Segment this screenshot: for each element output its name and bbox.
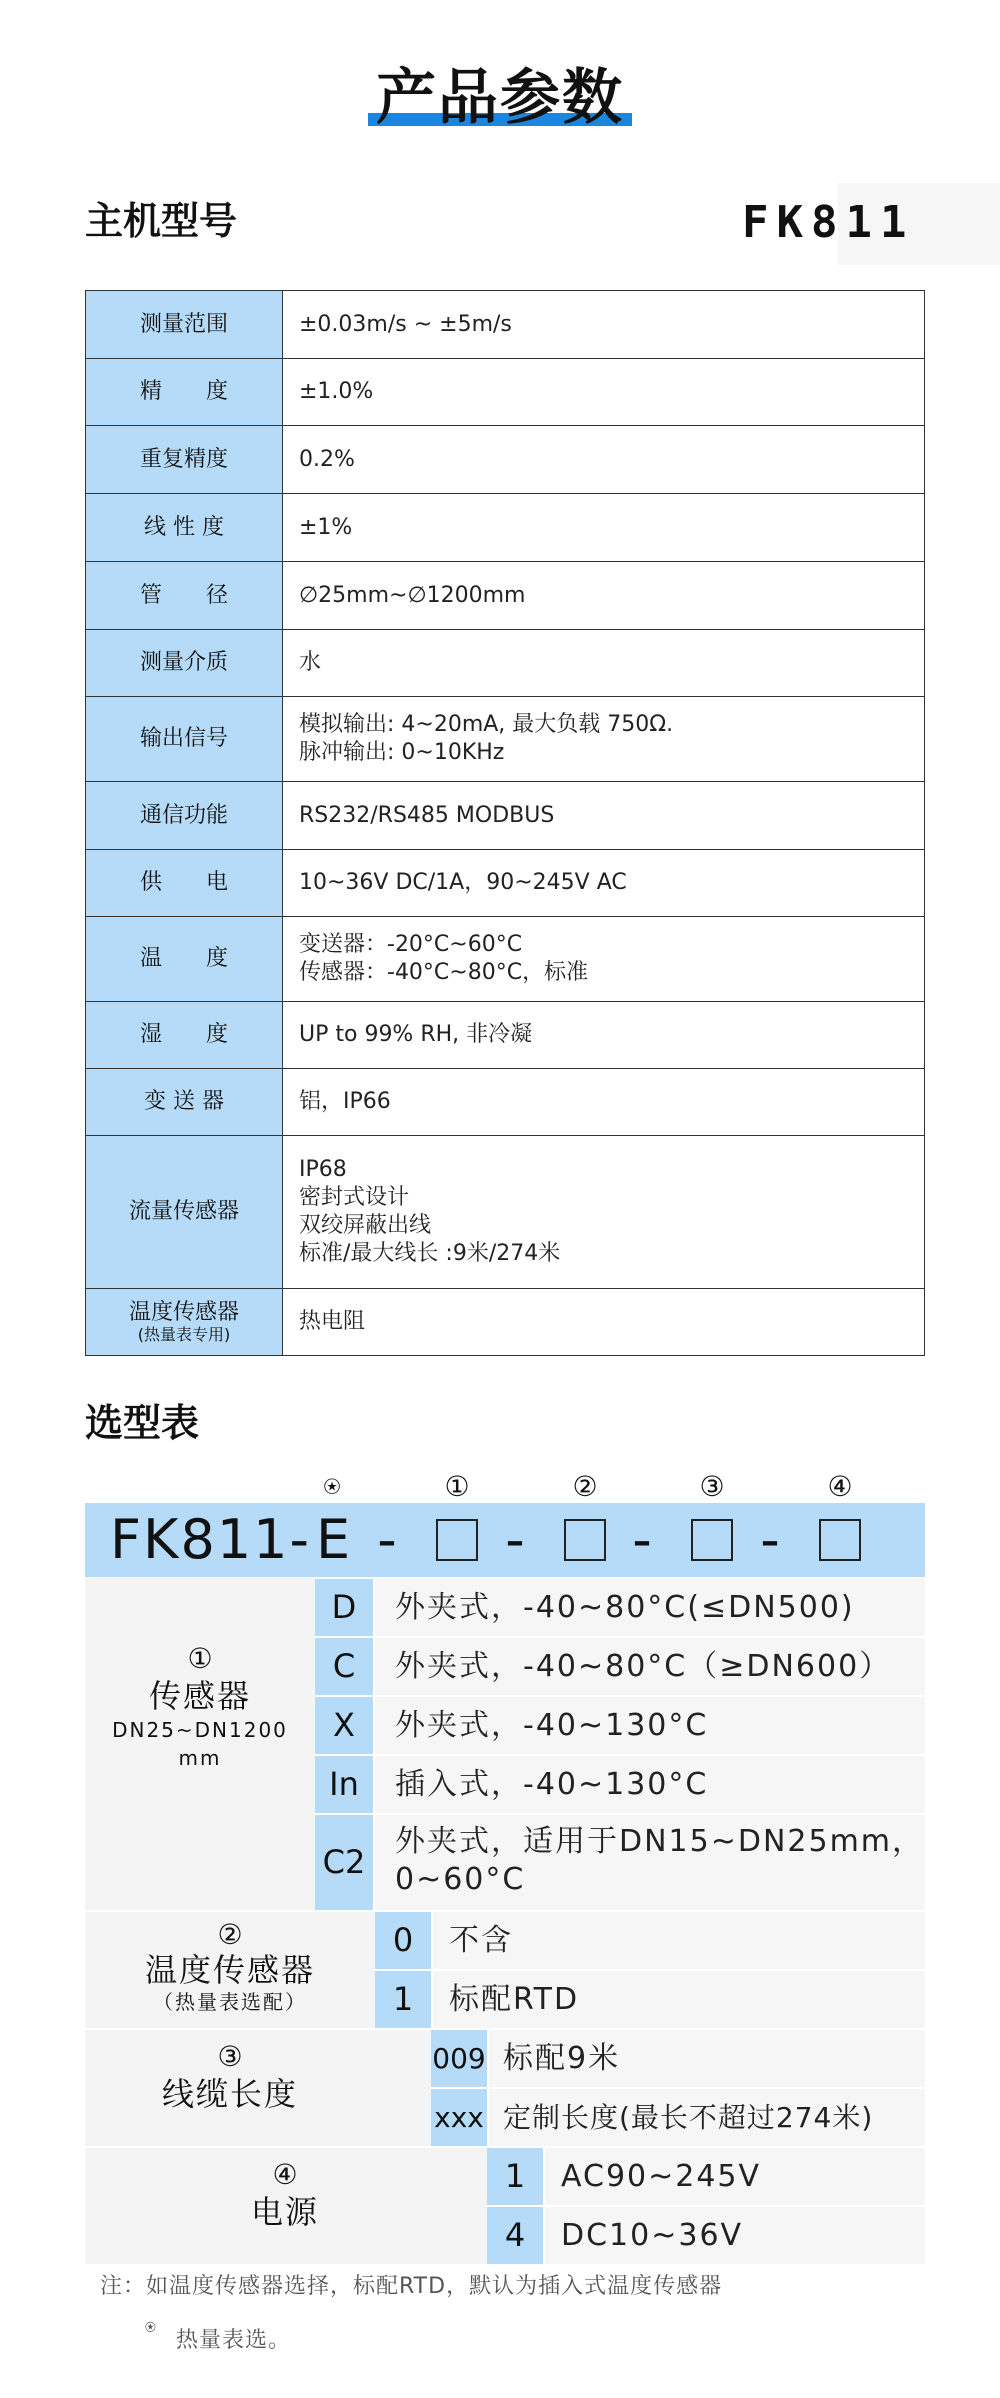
position-marker: ④ — [827, 1470, 853, 1503]
spec-label: 测量介质 — [86, 630, 283, 697]
spec-label: 精 度 — [86, 359, 283, 426]
spec-value: ±1.0% — [283, 359, 925, 426]
option-desc: 外夹式，-40~80°C（≥DN600） — [375, 1638, 925, 1695]
spec-label: 通信功能 — [86, 782, 283, 850]
spec-row — [86, 782, 925, 850]
group-power-label — [85, 2158, 485, 2232]
spec-label-main: 温度传感器 — [128, 1300, 239, 1325]
spec-row — [86, 630, 925, 697]
spec-row — [86, 359, 925, 426]
spec-label: 输出信号 — [86, 697, 283, 782]
group-cable-name: 线缆长度 — [161, 2075, 298, 2113]
option-desc-line: 0~60°C — [395, 1862, 526, 1897]
spec-label: 管 径 — [86, 562, 283, 630]
spec-row — [86, 494, 925, 562]
spec-row — [86, 917, 925, 1002]
option-desc — [375, 1815, 925, 1910]
option-code: 0 — [375, 1912, 431, 1969]
group-sensor-name: 传感器 — [148, 1677, 251, 1715]
model-slot-4 — [819, 1519, 861, 1561]
spec-row — [86, 426, 925, 494]
spec-value-line: IP68 — [299, 1157, 347, 1182]
option-desc: 标配9米 — [489, 2030, 925, 2087]
spec-value: UP to 99% RH, 非冷凝 — [283, 1002, 925, 1069]
spec-value-line: 模拟输出: 4~20mA, 最大负载 750Ω. — [299, 712, 674, 737]
spec-label: 供 电 — [86, 850, 283, 917]
footnote-star-mark: ⍟ — [145, 2317, 156, 2338]
spec-value: RS232/RS485 MODBUS — [283, 782, 925, 850]
option-desc: 不含 — [433, 1912, 925, 1969]
group-temp-sub: （热量表选配） — [153, 1990, 307, 2014]
option-code: 1 — [487, 2148, 543, 2205]
option-code: In — [315, 1756, 373, 1813]
group-sensor-circle: ① — [187, 1642, 213, 1675]
model-option-e: E — [315, 1508, 351, 1571]
group-power-name: 电源 — [250, 2193, 319, 2231]
group-temp-label — [85, 1918, 375, 2016]
option-desc: 插入式，-40~130°C — [375, 1756, 925, 1813]
spec-value: 水 — [283, 630, 925, 697]
spec-row — [86, 1069, 925, 1136]
position-marker: ⍟ — [323, 1470, 341, 1503]
spec-value: 10~36V DC/1A，90~245V AC — [283, 850, 925, 917]
spec-row — [86, 1136, 925, 1289]
option-code: C — [315, 1638, 373, 1695]
spec-value — [283, 917, 925, 1002]
model-dash: - — [632, 1508, 652, 1571]
model-prefix: FK811- — [110, 1508, 312, 1571]
group-sensor-label — [85, 1642, 315, 1772]
spec-label: 测量范围 — [86, 291, 283, 359]
option-desc: AC90~245V — [545, 2148, 925, 2205]
option-desc: 标配RTD — [433, 1971, 925, 2028]
spec-value: 铝，IP66 — [283, 1069, 925, 1136]
group-sensor-sub: DN25~DN1200 — [112, 1718, 288, 1742]
spec-row — [86, 697, 925, 782]
group-sensor-sub: mm — [178, 1746, 222, 1770]
spec-value — [283, 697, 925, 782]
option-code: 1 — [375, 1971, 431, 2028]
spec-label: 重复精度 — [86, 426, 283, 494]
spec-table — [85, 290, 925, 1356]
option-desc-line: 外夹式，适用于DN15~DN25mm， — [395, 1824, 925, 1859]
option-desc: 外夹式，-40~80°C(≤DN500) — [375, 1579, 925, 1636]
spec-value: ±1% — [283, 494, 925, 562]
page-title: 产品参数 — [376, 63, 624, 133]
spec-value: ±0.03m/s ~ ±5m/s — [283, 291, 925, 359]
group-temp-circle: ② — [217, 1918, 243, 1951]
host-model-label: 主机型号 — [85, 199, 238, 243]
spec-value-line: 脉冲输出: 0~10KHz — [299, 740, 505, 765]
spec-label: 变 送 器 — [86, 1069, 283, 1136]
spec-row — [86, 850, 925, 917]
spec-value-line: 双绞屏蔽出线 — [299, 1213, 432, 1238]
spec-row — [86, 1289, 925, 1356]
position-marker: ③ — [699, 1470, 725, 1503]
option-code: xxx — [431, 2089, 487, 2146]
option-code: D — [315, 1579, 373, 1636]
option-code: 4 — [487, 2207, 543, 2264]
spec-row — [86, 562, 925, 630]
spec-value — [283, 1136, 925, 1289]
option-desc: 外夹式，-40~130°C — [375, 1697, 925, 1754]
option-desc: DC10~36V — [545, 2207, 925, 2264]
model-slot-1 — [436, 1519, 478, 1561]
footnote: 注：如温度传感器选择，标配RTD，默认为插入式温度传感器 — [100, 2274, 723, 2299]
position-marker: ② — [572, 1470, 598, 1503]
spec-value-line: 密封式设计 — [299, 1185, 410, 1210]
group-cable-label — [85, 2040, 375, 2114]
spec-label: 线 性 度 — [86, 494, 283, 562]
position-marker: ① — [444, 1470, 470, 1503]
spec-label: 温 度 — [86, 917, 283, 1002]
spec-label — [86, 1289, 283, 1356]
group-cable-circle: ③ — [217, 2040, 243, 2073]
spec-row — [86, 291, 925, 359]
spec-label: 湿 度 — [86, 1002, 283, 1069]
spec-label-sub: (热量表专用) — [137, 1325, 231, 1344]
model-dash: - — [760, 1508, 780, 1571]
model-dash: - — [505, 1508, 525, 1571]
spec-value-line: 标准/最大线长 :9米/274米 — [299, 1241, 561, 1266]
spec-label: 流量传感器 — [86, 1136, 283, 1289]
model-slot-2 — [564, 1519, 606, 1561]
footnote-heat-meter: 热量表选。 — [176, 2328, 292, 2353]
spec-value: 0.2% — [283, 426, 925, 494]
model-slot-3 — [691, 1519, 733, 1561]
spec-value-line: 传感器：-40°C~80°C，标准 — [299, 960, 589, 985]
option-desc: 定制长度(最长不超过274米) — [489, 2089, 925, 2146]
spec-value: 热电阻 — [283, 1289, 925, 1356]
model-dash: - — [377, 1508, 397, 1571]
spec-value: ∅25mm~∅1200mm — [283, 562, 925, 630]
option-code: C2 — [315, 1815, 373, 1910]
selection-title: 选型表 — [85, 1401, 200, 1445]
spec-value-line: 变送器：-20°C~60°C — [299, 932, 523, 957]
option-code: 009 — [431, 2030, 487, 2087]
group-power-circle: ④ — [272, 2158, 298, 2191]
host-model-value: FK811 — [742, 197, 915, 248]
option-code: X — [315, 1697, 373, 1754]
spec-row — [86, 1002, 925, 1069]
group-temp-name: 温度传感器 — [144, 1951, 315, 1989]
